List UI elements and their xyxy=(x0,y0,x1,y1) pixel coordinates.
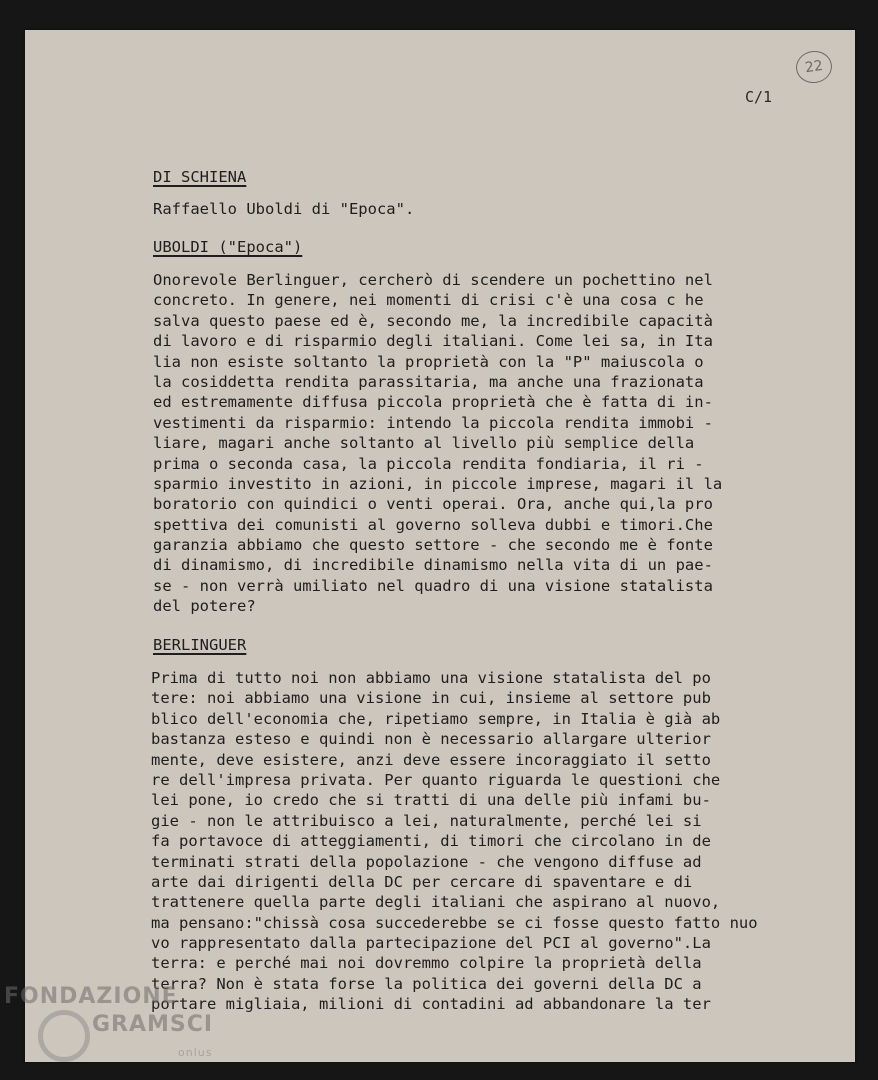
text-line: mente, deve esistere, anzi deve essere incoraggiato il setto xyxy=(151,750,711,769)
text-line: ma pensano:"chissà cosa succederebbe se ci fosse questo fatto nuo xyxy=(151,913,758,932)
text-line: terra? Non è stata forse la politica dei governi della DC a xyxy=(151,974,702,993)
text-line: portare migliaia, milioni di contadini ad abbandonare la ter xyxy=(151,995,711,1014)
question-paragraph xyxy=(153,270,722,617)
text-line: blico dell'economia che, ripetiamo sempre, in Italia è già ab xyxy=(151,709,721,728)
text-line: fa portavoce di atteggiamenti, di timori che circolano in de xyxy=(151,832,711,851)
section-title: DI SCHIENA xyxy=(153,168,247,186)
document-page xyxy=(25,30,855,1062)
text-line: sparmio investito in azioni, in piccole imprese, magari il la xyxy=(153,474,723,493)
text-line: garanzia abbiamo che questo settore - che secondo me è fonte xyxy=(153,536,713,555)
text-line: bastanza esteso e quindi non è necessario allargare ulterior xyxy=(151,730,711,749)
text-line: concreto. In genere, nei momenti di crisi c'è una cosa c he xyxy=(153,291,704,310)
text-line: terminati strati della popolazione - che vengono diffuse ad xyxy=(151,852,702,871)
text-line: liare, magari anche soltanto al livello più semplice della xyxy=(153,434,695,453)
archive-stamp-number: 22 xyxy=(794,49,834,86)
text-line: Prima di tutto noi non abbiamo una visione statalista del po xyxy=(151,669,711,687)
text-line: tere: noi abbiamo una visione in cui, insieme al settore pub xyxy=(151,689,711,708)
text-line: boratorio con quindici o venti operai. Ora, anche qui,la pro xyxy=(153,495,713,514)
foundation-logo-icon xyxy=(38,1010,90,1062)
text-line: spettiva dei comunisti al governo solleva dubbi e timori.Che xyxy=(153,515,713,534)
text-line: la cosiddetta rendita parassitaria, ma anche una frazionata xyxy=(153,372,704,391)
page-number: C/1 xyxy=(745,88,773,106)
questioner-label: UBOLDI ("Epoca") xyxy=(153,238,303,256)
intro-line: Raffaello Uboldi di "Epoca". xyxy=(153,200,415,218)
text-line: se - non verrà umiliato nel quadro di una visione statalista xyxy=(153,576,713,595)
respondent-label: BERLINGUER xyxy=(153,636,247,654)
text-line: di lavoro e di risparmio degli italiani. Come lei sa, in Ita xyxy=(153,332,713,351)
text-line: prima o seconda casa, la piccola rendita fondiaria, il ri - xyxy=(153,454,704,473)
text-line: del potere? xyxy=(153,597,256,616)
text-line: trattenere quella parte degli italiani che aspirano al nuovo, xyxy=(151,893,721,912)
text-line: gie - non le attribuisco a lei, naturalmente, perché lei si xyxy=(151,811,702,830)
watermark-line2: GRAMSCI xyxy=(92,1012,214,1037)
text-line: vestimenti da risparmio: intendo la piccola rendita immobi - xyxy=(153,413,713,432)
text-line: Onorevole Berlinguer, cercherò di scendere un pochettino nel xyxy=(153,271,713,289)
text-line: lia non esiste soltanto la proprietà con la "P" maiuscola o xyxy=(153,352,704,371)
text-line: arte dai dirigenti della DC per cercare di spaventare e di xyxy=(151,872,693,891)
watermark-line1: FONDAZIONE xyxy=(4,984,178,1009)
answer-paragraph xyxy=(151,668,758,1015)
text-line: lei pone, io credo che si tratti di una delle più infami bu- xyxy=(151,791,711,810)
text-line: vo rappresentato dalla partecipazione del PCI al governo".La xyxy=(151,934,711,953)
text-line: terra: e perché mai noi dovremmo colpire la proprietà della xyxy=(151,954,702,973)
text-line: salva questo paese ed è, secondo me, la incredibile capacità xyxy=(153,311,713,330)
watermark-line3: onlus xyxy=(178,1046,213,1059)
text-line: ed estremamente diffusa piccola proprietà che è fatta di in- xyxy=(153,393,713,412)
text-line: re dell'impresa privata. Per quanto riguarda le questioni che xyxy=(151,770,721,789)
text-line: di dinamismo, di incredibile dinamismo nella vita di un pae- xyxy=(153,556,713,575)
